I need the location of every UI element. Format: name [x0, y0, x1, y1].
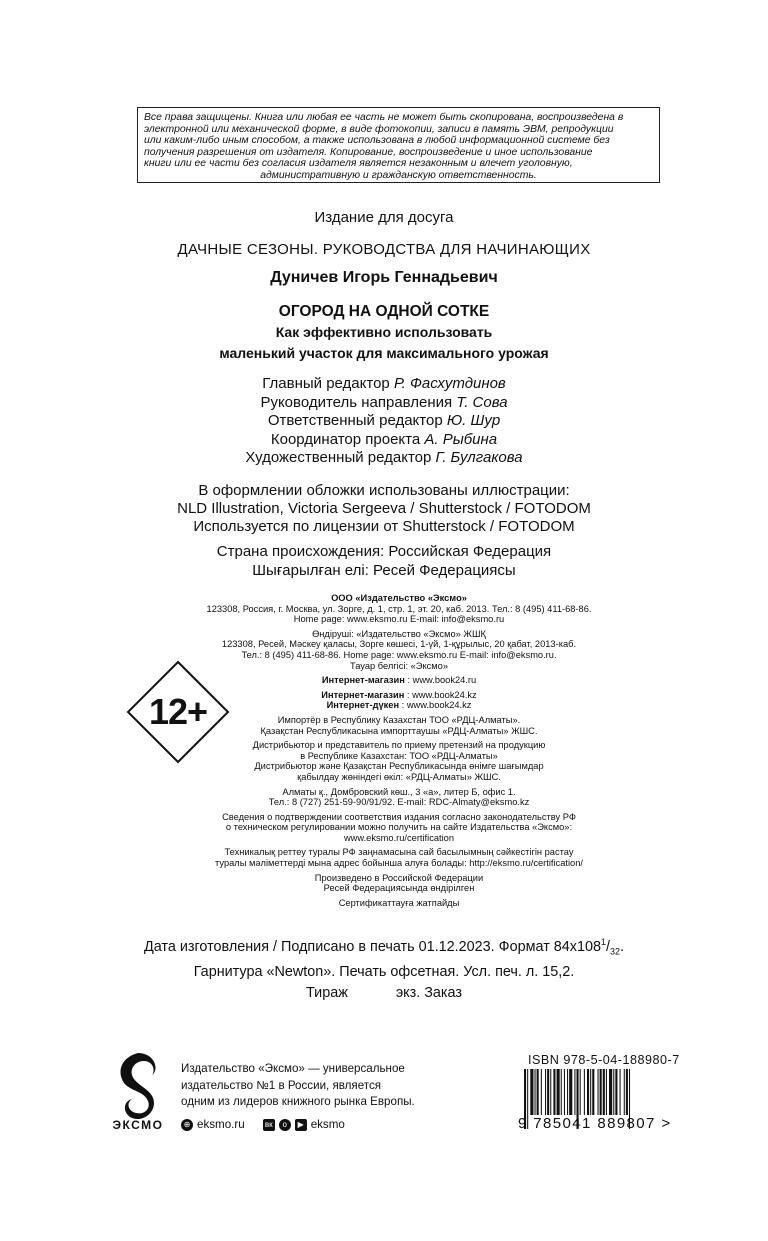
rights-line: книги или ее части без согласия издателя является незаконным и влечет уголовную,	[144, 158, 573, 170]
publisher-info	[160, 593, 638, 625]
about-line: одним из лидеров книжного рынка Европы.	[181, 1095, 415, 1108]
cert-line: Сведения о подтверждении соответствия издания согласно законодательству РФ	[222, 811, 576, 822]
barcode-bar	[537, 1069, 539, 1115]
staff-line	[0, 412, 768, 431]
barcode-bar	[557, 1069, 560, 1115]
barcode-bar	[569, 1069, 572, 1115]
illustration-line: NLD Illustration, Victoria Sergeeva / Shutterstock / FOTODOM	[177, 500, 591, 517]
rights-line: или каким-либо иным способом, а также использована в любой информационной системе без	[144, 135, 610, 147]
staff-list	[0, 375, 768, 468]
almaty-office	[160, 787, 638, 808]
shop-url: : www.book24.kz	[404, 689, 477, 700]
production-date-format: Дата изготовления / Подписано в печать 01.12.2023. Формат 84х108	[143, 938, 601, 955]
vk-icon: вк	[263, 1119, 275, 1131]
illustration-line: Используется по лицензии от Shutterstock / FOTODOM	[193, 518, 575, 535]
format-sup: 1	[601, 937, 607, 947]
staff-role: Руководитель направления	[260, 393, 453, 411]
production-line3	[0, 983, 768, 1004]
staff-name: Г. Булгакова	[435, 449, 523, 467]
barcode-bar	[550, 1069, 551, 1115]
eksmo-logo-word: ЭКСМО	[112, 1118, 164, 1132]
barcode-bar	[541, 1069, 542, 1115]
publisher-web: Home page: www.eksmo.ru E-mail: info@eksmo.ru	[293, 614, 505, 625]
cert-line: www.eksmo.ru/certification	[343, 832, 455, 843]
barcode-bar	[624, 1069, 625, 1115]
shop-url: : www.book24.ru	[404, 675, 477, 686]
about-line: издательство №1 в России, является	[181, 1078, 382, 1092]
almaty-contacts: Тел.: 8 (727) 251-59-90/91/92. E-mail: RDC-Almaty@eksmo.kz	[268, 797, 530, 808]
online-shops-kz	[160, 690, 638, 711]
kz-address: 123308, Ресей, Мәскеу қаласы, Зорге көшесі, 1-үй, 1-құрылыс, 20 қабат, 2013-каб.	[221, 639, 577, 650]
kz-producer-info	[160, 629, 638, 671]
barcode-bar	[626, 1069, 628, 1115]
staff-role: Художественный редактор	[245, 449, 432, 467]
rights-line: электронной или механической форме, в виде фотокопии, записи в память ЭВМ, репродукции	[144, 123, 614, 135]
barcode-bar	[606, 1069, 607, 1115]
barcode-bar	[613, 1069, 614, 1115]
book-subtitle-line2: маленький участок для максимального урожая	[219, 345, 549, 361]
staff-line	[0, 375, 768, 394]
online-shops	[160, 675, 638, 686]
made-in	[160, 873, 638, 894]
illustration-line: В оформлении обложки использованы иллюстрации:	[198, 482, 570, 499]
barcode-bar	[535, 1069, 536, 1115]
ok-icon: о	[279, 1119, 291, 1131]
made-ru: Произведено в Российской Федерации	[314, 872, 484, 883]
globe-icon: ⊕	[181, 1119, 193, 1131]
site-link[interactable]: eksmo.ru	[197, 1118, 245, 1131]
barcode-bar	[603, 1069, 605, 1115]
country-kz: Шығарылған елі: Ресей Федерациясы	[252, 561, 516, 579]
barcode-bar	[598, 1069, 599, 1115]
barcode-bar	[547, 1069, 549, 1115]
order-label: экз. Заказ	[395, 984, 462, 1001]
rights-line: Все права защищены. Книга или любая ее часть не может быть скопирована, воспроизведена в	[144, 112, 624, 123]
importer-ru: Импортёр в Республику Казахстан ТОО «РДЦ-Алматы».	[277, 714, 521, 725]
shop-url: : www.book24.kz	[399, 700, 472, 711]
kz-contacts: Тел.: 8 (495) 411-68-86. Home page: www.eksmo.ru E-mail: info@eksmo.ru.	[241, 649, 557, 660]
illustration-credits	[0, 482, 768, 536]
edition-purpose: Издание для досуга	[314, 209, 454, 226]
barcode-bar	[615, 1069, 617, 1115]
format-sub: 32	[610, 946, 621, 957]
shop-label: Интернет-дүкен	[326, 700, 400, 711]
staff-line	[0, 449, 768, 468]
series-title: ДАЧНЫЕ СЕЗОНЫ. РУКОВОДСТВА ДЛЯ НАЧИНАЮЩИХ	[177, 241, 591, 258]
print-run-label: Тираж	[306, 984, 348, 1001]
age-rating-label: 12+	[148, 691, 208, 732]
production-suffix: .	[620, 938, 625, 955]
barcode-bar	[584, 1069, 585, 1115]
staff-role: Главный редактор	[262, 375, 390, 392]
almaty-address: Алматы қ., Домбровский көш., 3 «а», литер Б, офис 1.	[282, 786, 516, 797]
barcode-bar	[600, 1069, 602, 1115]
shop-label: Интернет-магазин	[321, 689, 405, 700]
barcode-bar	[561, 1069, 562, 1115]
distributor-info	[160, 740, 638, 782]
barcode-bar	[587, 1069, 589, 1115]
production-line1: Дата изготовления / Подписано в печать 01.12.2023. Формат $84х108^1/_{32}$.	[143, 937, 625, 957]
book-subtitle-line1: Как эффективно использовать	[275, 324, 493, 340]
barcode-bar	[590, 1069, 591, 1115]
staff-line	[0, 394, 768, 413]
distributor-line: қабылдау жөніндегі өкіл: «РДЦ-Алматы» ЖШС.	[297, 771, 501, 782]
isbn-number: ISBN 978-5-04-188980-7	[528, 1053, 680, 1067]
kz-producer: Өндіруші: «Издательство «Эксмо» ЖШҚ	[312, 628, 486, 639]
author-name: Дуничев Игорь Геннадьевич	[270, 269, 498, 286]
staff-name: Ю. Шур	[446, 412, 501, 430]
publisher-name: ООО «Издательство «Эксмо»	[331, 593, 467, 603]
rights-notice	[137, 107, 660, 183]
country-ru: Страна происхождения: Российская Федерация	[216, 543, 552, 560]
certification-ru	[160, 812, 638, 844]
barcode-bar	[574, 1069, 575, 1115]
barcode-bar	[553, 1069, 555, 1115]
importer-kz: Қазақстан Республикасына импорттаушы «РДЦ-Алматы» ЖШС.	[260, 725, 538, 736]
cert-line: Техникалық реттеу туралы РФ заңнамасына сай басылымның сәйкестігін растау	[224, 847, 574, 858]
kz-trademark: Тауар белгісі: «Эксмо»	[349, 660, 449, 671]
youtube-icon: ▶	[295, 1119, 307, 1131]
barcode-bar	[545, 1069, 546, 1115]
book-title: ОГОРОД НА ОДНОЙ СОТКЕ	[278, 303, 490, 320]
barcode-digits: 9 785041 889807 >	[518, 1115, 672, 1132]
about-line: Издательство «Эксмо» — универсальное	[181, 1062, 405, 1075]
staff-name: Т. Сова	[456, 393, 508, 411]
rights-line: получения разрешения от издателя. Копирование, воспроизведение и иное использование	[144, 146, 593, 158]
staff-role: Координатор проекта	[270, 430, 421, 448]
staff-line	[0, 431, 768, 450]
production-line2: Гарнитура «Newton». Печать офсетная. Усл. печ. л. 15,2.	[193, 964, 575, 981]
staff-name: А. Рыбина	[424, 430, 498, 448]
distributor-line: Дистрибьютор и представитель по приему претензий на продукцию	[252, 740, 546, 751]
barcode-bar	[580, 1069, 581, 1115]
imprint-block	[160, 593, 638, 912]
production-details	[0, 932, 768, 1003]
no-cert-line: Сертификаттауға жатпайды	[338, 897, 460, 908]
barcode-bar	[592, 1069, 594, 1115]
no-certification	[160, 898, 638, 909]
barcode-bar	[609, 1069, 612, 1115]
certification-kz	[160, 847, 638, 868]
country-of-origin	[0, 543, 768, 580]
footer-links	[181, 1118, 345, 1131]
cert-line: о техническом регулировании можно получить на сайте Издательства «Эксмо»:	[225, 822, 573, 833]
publisher-about	[181, 1061, 415, 1111]
social-handle[interactable]: eksmo	[310, 1118, 345, 1131]
cert-line: туралы мәліметтерді мына адрес бойынша алуға болады: http://eksmo.ru/certification/	[215, 858, 583, 869]
barcode-bar	[567, 1069, 568, 1115]
rights-line: административную и гражданскую ответственность.	[260, 169, 537, 181]
barcode-bar	[530, 1069, 533, 1115]
made-kz: Ресей Федерациясында өндірілген	[323, 883, 475, 894]
barcode-bar	[620, 1069, 621, 1115]
staff-name: Р. Фасхутдинов	[393, 375, 506, 392]
distributor-line: в Республике Казахстан: ТОО «РДЦ-Алматы»	[300, 750, 498, 761]
distributor-line: Дистрибьютор және Қазақстан Республикасында өнімге шағымдар	[254, 761, 544, 772]
staff-role: Ответственный редактор	[267, 412, 443, 430]
barcode-bar	[564, 1069, 565, 1115]
shop-label: Интернет-магазин	[321, 675, 405, 686]
importer-info	[160, 715, 638, 736]
publisher-address: 123308, Россия, г. Москва, ул. Зорге, д. 1, стр. 1, эт. 20, каб. 2013. Тел.: 8 (495) 411-68-86.	[206, 603, 592, 614]
